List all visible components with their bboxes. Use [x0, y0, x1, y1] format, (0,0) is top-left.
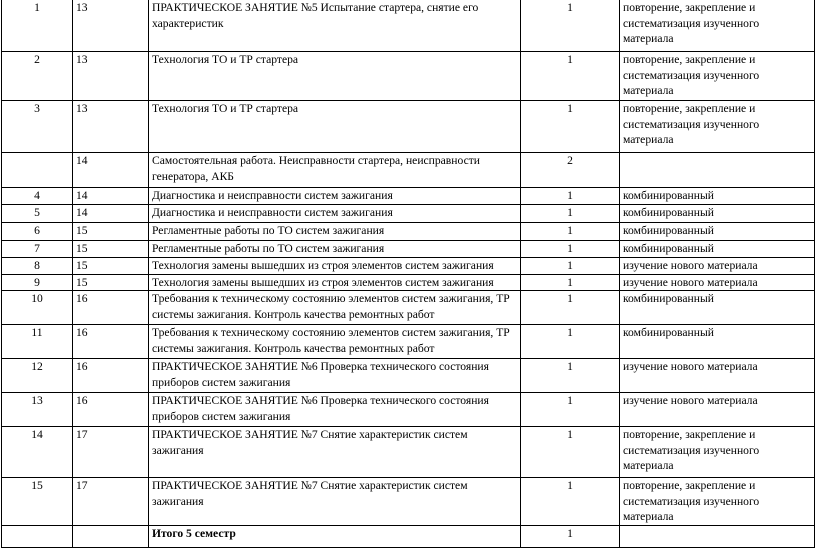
table-row	[2, 101, 815, 153]
lesson-number: 11	[2, 325, 73, 359]
lesson-title: Технология ТО и ТР стартера	[149, 52, 521, 101]
empty-cell	[620, 526, 815, 548]
lesson-type: повторение, закрепление и систематизация изученного материала	[620, 101, 815, 153]
lesson-title: Регламентные работы по ТО систем зажигания	[149, 222, 521, 240]
lesson-number: 1	[2, 0, 73, 52]
lesson-title: ПРАКТИЧЕСКОЕ ЗАНЯТИЕ №7 Снятие характеристик систем зажигания	[149, 427, 521, 478]
lesson-number: 14	[2, 427, 73, 478]
lesson-title: Самостоятельная работа. Неисправности стартера, неисправности генератора, АКБ	[149, 153, 521, 188]
lesson-number: 5	[2, 204, 73, 222]
lesson-type: изучение нового материала	[620, 393, 815, 427]
hours-count: 1	[521, 52, 620, 101]
lesson-number: 8	[2, 257, 73, 274]
table-row	[2, 393, 815, 427]
lesson-number: 6	[2, 222, 73, 240]
lesson-title: Технология ТО и ТР стартера	[149, 101, 521, 153]
hours-count: 1	[521, 188, 620, 205]
hours-count: 1	[521, 325, 620, 359]
empty-cell	[73, 526, 149, 548]
table-row	[2, 291, 815, 325]
topic-number: 17	[73, 427, 149, 478]
topic-number: 16	[73, 291, 149, 325]
lesson-title: Требования к техническому состоянию элементов систем зажигания, ТР системы зажигания. Контроль качества ремонтных работ	[149, 325, 521, 359]
table-row	[2, 188, 815, 205]
hours-count: 1	[521, 274, 620, 291]
topic-number: 14	[73, 153, 149, 188]
topic-number: 17	[73, 478, 149, 526]
table-row	[2, 240, 815, 257]
hours-count: 1	[521, 257, 620, 274]
lesson-number: 4	[2, 188, 73, 205]
table-row	[2, 478, 815, 526]
lesson-number: 13	[2, 393, 73, 427]
hours-count: 1	[521, 291, 620, 325]
lesson-type	[620, 153, 815, 188]
lesson-title: ПРАКТИЧЕСКОЕ ЗАНЯТИЕ №7 Снятие характеристик систем зажигания	[149, 478, 521, 526]
table-row	[2, 359, 815, 393]
lesson-type: повторение, закрепление и систематизация изученного материала	[620, 0, 815, 52]
lesson-title: Технология замены вышедших из строя элементов систем зажигания	[149, 257, 521, 274]
total-label: Итого 5 семестр	[149, 526, 521, 548]
table-row	[2, 0, 815, 52]
hours-count: 1	[521, 478, 620, 526]
table-row	[2, 427, 815, 478]
topic-number: 13	[73, 101, 149, 153]
hours-count: 2	[521, 153, 620, 188]
lesson-type: повторение, закрепление и систематизация изученного материала	[620, 427, 815, 478]
topic-number: 13	[73, 0, 149, 52]
lesson-type: изучение нового материала	[620, 274, 815, 291]
hours-count: 1	[521, 204, 620, 222]
lesson-number: 9	[2, 274, 73, 291]
lesson-type: комбинированный	[620, 291, 815, 325]
hours-count: 1	[521, 427, 620, 478]
lesson-title: Диагностика и неисправности систем зажигания	[149, 204, 521, 222]
lesson-type: изучение нового материала	[620, 359, 815, 393]
lesson-number: 7	[2, 240, 73, 257]
lesson-type: повторение, закрепление и систематизация изученного материала	[620, 52, 815, 101]
table-row	[2, 257, 815, 274]
lesson-title: Требования к техническому состоянию элементов систем зажигания, ТР системы зажигания. Контроль качества ремонтных работ	[149, 291, 521, 325]
empty-cell	[2, 526, 73, 548]
total-row	[2, 526, 815, 548]
lesson-number	[2, 153, 73, 188]
lesson-title: ПРАКТИЧЕСКОЕ ЗАНЯТИЕ №6 Проверка технического состояния приборов систем зажигания	[149, 393, 521, 427]
topic-number: 14	[73, 188, 149, 205]
lesson-number: 10	[2, 291, 73, 325]
table-row	[2, 325, 815, 359]
table-body	[2, 0, 815, 548]
topic-number: 15	[73, 274, 149, 291]
lesson-type: изучение нового материала	[620, 257, 815, 274]
lesson-title: ПРАКТИЧЕСКОЕ ЗАНЯТИЕ №5 Испытание стартера, снятие его характеристик	[149, 0, 521, 52]
lesson-title: ПРАКТИЧЕСКОЕ ЗАНЯТИЕ №6 Проверка технического состояния приборов систем зажигания	[149, 359, 521, 393]
lesson-number: 12	[2, 359, 73, 393]
table-row	[2, 222, 815, 240]
lesson-type: комбинированный	[620, 240, 815, 257]
hours-count: 1	[521, 101, 620, 153]
hours-count: 1	[521, 240, 620, 257]
topic-number: 15	[73, 222, 149, 240]
topic-number: 13	[73, 52, 149, 101]
lesson-plan-table	[1, 0, 815, 548]
lesson-type: повторение, закрепление и систематизация изученного материала	[620, 478, 815, 526]
lesson-type: комбинированный	[620, 222, 815, 240]
topic-number: 14	[73, 204, 149, 222]
topic-number: 16	[73, 359, 149, 393]
total-hours: 1	[521, 526, 620, 548]
lesson-title: Технология замены вышедших из строя элементов систем зажигания	[149, 274, 521, 291]
lesson-type: комбинированный	[620, 204, 815, 222]
hours-count: 1	[521, 0, 620, 52]
hours-count: 1	[521, 393, 620, 427]
lesson-number: 2	[2, 52, 73, 101]
table-row	[2, 274, 815, 291]
table-row	[2, 153, 815, 188]
lesson-type: комбинированный	[620, 188, 815, 205]
topic-number: 16	[73, 393, 149, 427]
topic-number: 15	[73, 240, 149, 257]
lesson-number: 15	[2, 478, 73, 526]
lesson-type: комбинированный	[620, 325, 815, 359]
topic-number: 15	[73, 257, 149, 274]
lesson-title: Регламентные работы по ТО систем зажигания	[149, 240, 521, 257]
lesson-title: Диагностика и неисправности систем зажигания	[149, 188, 521, 205]
table-row	[2, 52, 815, 101]
lesson-number: 3	[2, 101, 73, 153]
table-row	[2, 204, 815, 222]
hours-count: 1	[521, 222, 620, 240]
hours-count: 1	[521, 359, 620, 393]
topic-number: 16	[73, 325, 149, 359]
